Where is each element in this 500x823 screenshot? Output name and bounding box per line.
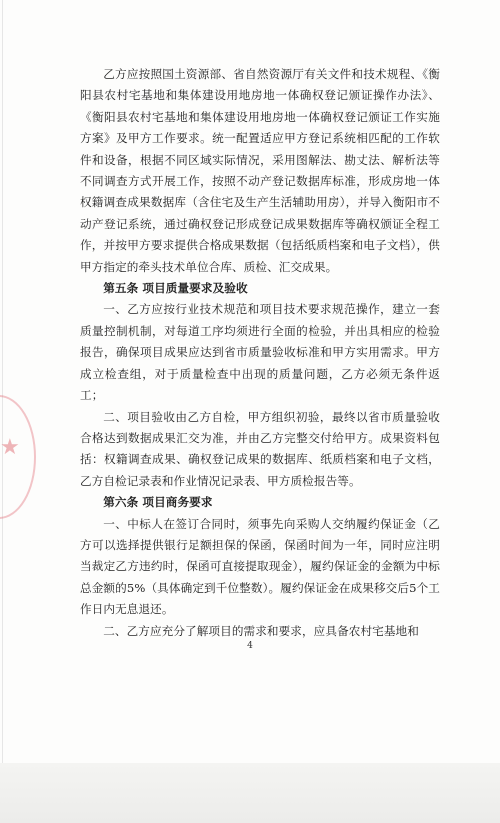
paragraph-quality-1: 一、乙方应按行业技术规范和项目技术要求规范操作，建立一套质量控制机制，对每道工序均须进行全面的检验，并出具相应的检验报告，确保项目成果应达到省市质量验收标准和甲方实用需求。甲方成立检查组，对于质量检查中出现的质量问题，乙方必须无条件返工；: [80, 302, 440, 403]
paragraph-business-1: 一、中标人在签订合同时，须事先向采购人交纳履约保证金（乙方可以选择提供银行足额担保的保函，保函时间为一年，同时应注明当裁定乙方违约时，保函可直接提取现金），履约保证金的金额为中标总金额的5%（具体确定到千位整数）。履约保证金在成果移交后5个工作日内无息退还。: [80, 516, 440, 617]
paragraph-business-2: 二、乙方应充分了解项目的需求和要求，应具备农村宅基地和: [103, 623, 419, 638]
red-seal-stamp: [0, 395, 36, 519]
section-heading-quality: 第五条 项目质量要求及验收: [103, 281, 248, 296]
body-text: [80, 64, 440, 642]
seal-star-icon: ★: [0, 435, 20, 460]
section-heading-business: 第六条 项目商务要求: [103, 495, 213, 510]
paragraph-quality-2: 二、项目验收由乙方自检，甲方组织初验，最终以省市质量验收合格达到数据成果汇交为准，并由乙方完整交付给甲方。成果资料包括：权籍调查成果、确权登记成果的数据库、纸质档案和电子文档，乙方自检记录表和作业情况记录表、甲方质检报告等。: [80, 409, 440, 488]
page-number: 4: [247, 641, 253, 651]
scan-bottom-margin: [0, 763, 500, 823]
paragraph-scope: 乙方应按照国土资源部、省自然资源厅有关文件和技术规程、《衡阳县农村宅基地和集体建设用地房地一体确权登记颁证操作办法》、《衡阳县农村宅基地和集体建设用地房地一体确权登记颁证工作实施方案》及甲方工作要求。统一配置适应甲方登记系统相匹配的工作软件和设备，根据不同区域实际情况，采用图解法、勘丈法、解析法等不同调查方式开展工作，按照不动产登记数据库标准，形成房地一体权籍调查成果数据库（含住宅及生产生活辅助用房），并导入衡阳市不动产登记系统，通过确权登记形成登记成果数据库等确权颁证全程工作，并按甲方要求提供合格成果数据（包括纸质档案和电子文档），供甲方指定的牵头技术单位合库、质检、汇交成果。: [80, 67, 440, 274]
